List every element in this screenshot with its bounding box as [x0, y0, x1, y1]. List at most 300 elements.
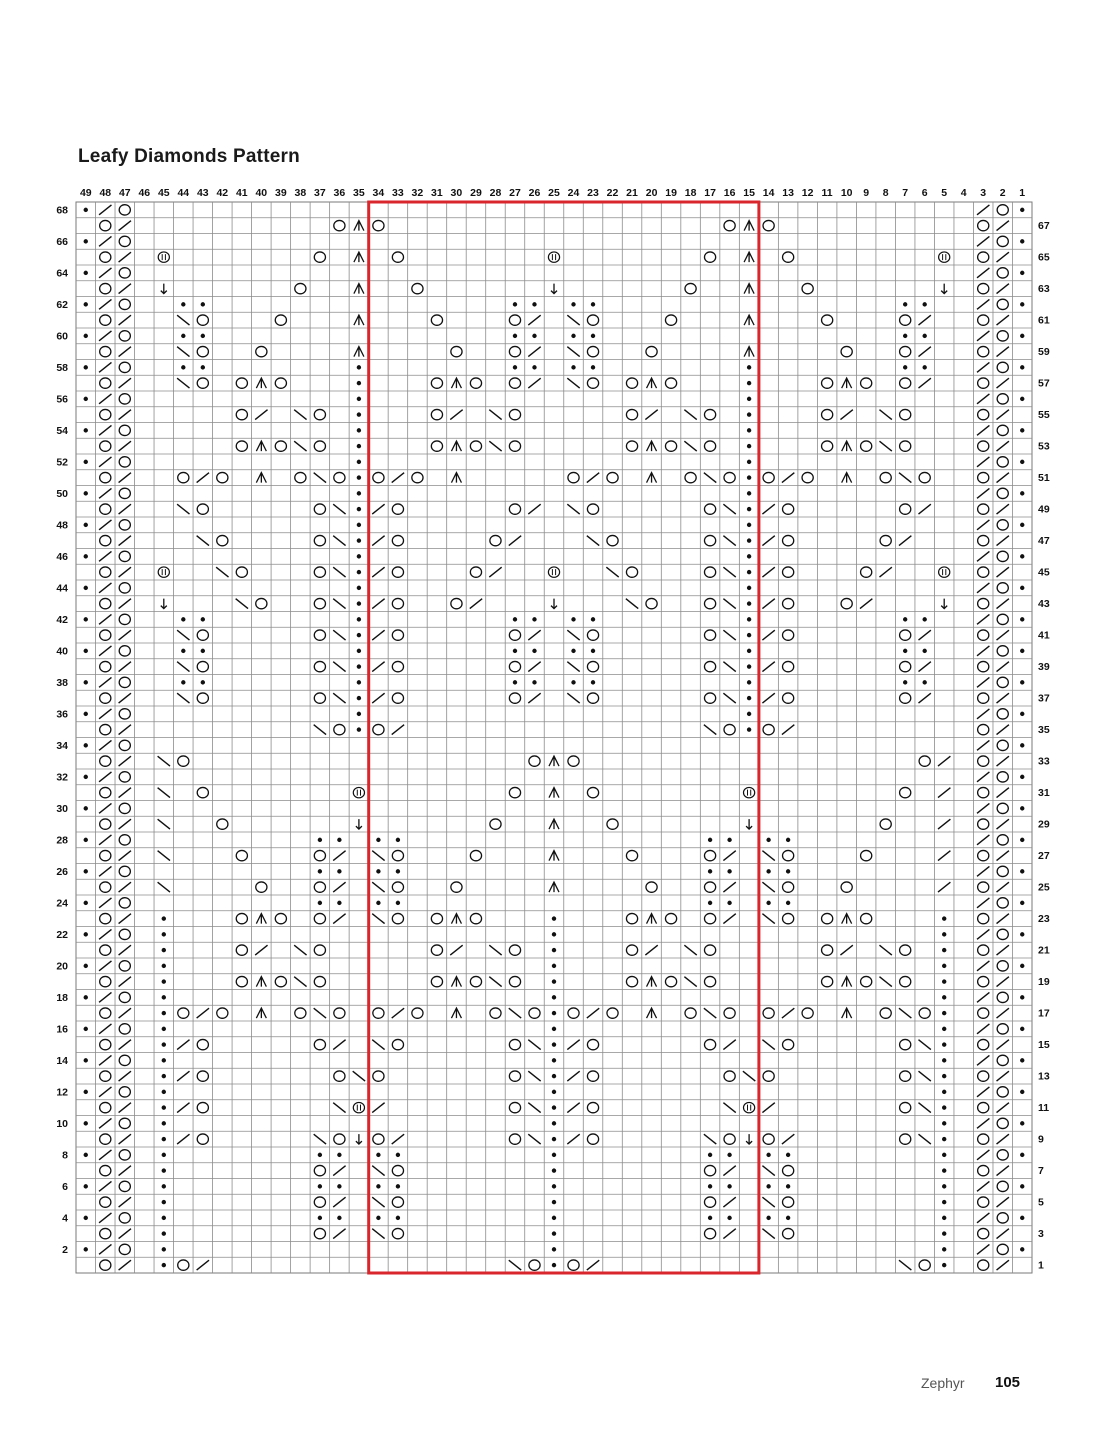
purl-symbol	[357, 633, 361, 637]
column-number: 6	[921, 187, 928, 199]
row-number-right: 15	[1038, 1039, 1050, 1052]
purl-symbol	[922, 617, 926, 621]
column-number: 24	[567, 187, 580, 199]
row-number-right: 43	[1038, 598, 1050, 611]
purl-symbol	[747, 412, 751, 416]
column-number: 42	[216, 187, 229, 199]
row-number-right: 35	[1038, 724, 1050, 737]
purl-symbol	[162, 1137, 166, 1141]
purl-symbol	[1020, 680, 1024, 684]
purl-symbol	[942, 1058, 946, 1062]
purl-symbol	[747, 586, 751, 590]
purl-symbol	[513, 680, 517, 684]
purl-symbol	[396, 1216, 400, 1220]
purl-symbol	[747, 428, 751, 432]
row-number-left: 40	[56, 645, 68, 658]
row-number-right: 9	[1038, 1133, 1044, 1146]
purl-symbol	[591, 680, 595, 684]
purl-symbol	[571, 617, 575, 621]
purl-symbol	[376, 1216, 380, 1220]
purl-symbol	[1020, 460, 1024, 464]
purl-symbol	[318, 901, 322, 905]
purl-symbol	[201, 680, 205, 684]
column-number: 8	[882, 187, 889, 199]
row-number-left: 10	[56, 1118, 68, 1130]
row-number-right: 7	[1038, 1165, 1044, 1178]
purl-symbol	[532, 617, 536, 621]
purl-symbol	[571, 302, 575, 306]
purl-symbol	[376, 838, 380, 842]
row-number-right: 57	[1038, 377, 1050, 390]
purl-symbol	[357, 680, 361, 684]
column-number: 13	[782, 187, 794, 199]
purl-symbol	[786, 1153, 790, 1157]
purl-symbol	[571, 680, 575, 684]
purl-symbol	[84, 932, 88, 936]
purl-symbol	[162, 995, 166, 999]
column-number: 30	[450, 187, 463, 199]
purl-symbol	[552, 1090, 556, 1094]
purl-symbol	[552, 1137, 556, 1141]
purl-symbol	[201, 649, 205, 653]
purl-symbol	[84, 617, 88, 621]
purl-symbol	[162, 1074, 166, 1078]
purl-symbol	[942, 979, 946, 983]
purl-symbol	[513, 649, 517, 653]
purl-symbol	[571, 649, 575, 653]
purl-symbol	[747, 633, 751, 637]
purl-symbol	[942, 1090, 946, 1094]
row-number-right: 67	[1038, 220, 1050, 233]
purl-symbol	[396, 869, 400, 873]
purl-symbol	[181, 302, 185, 306]
purl-symbol	[552, 1153, 556, 1157]
purl-symbol	[162, 1042, 166, 1046]
purl-symbol	[1020, 239, 1024, 243]
purl-symbol	[786, 901, 790, 905]
row-number-right: 53	[1038, 440, 1050, 453]
row-number-right: 39	[1038, 661, 1050, 674]
purl-symbol	[376, 1184, 380, 1188]
purl-symbol	[162, 1231, 166, 1235]
purl-symbol	[1020, 397, 1024, 401]
column-number: 48	[99, 187, 112, 199]
purl-symbol	[84, 428, 88, 432]
row-number-left: 22	[56, 929, 68, 941]
purl-symbol	[201, 302, 205, 306]
purl-symbol	[357, 444, 361, 448]
purl-symbol	[903, 365, 907, 369]
row-number-left: 32	[56, 771, 68, 784]
purl-symbol	[786, 1216, 790, 1220]
purl-symbol	[942, 1200, 946, 1204]
purl-symbol	[318, 869, 322, 873]
row-number-left: 36	[56, 708, 68, 721]
column-number: 7	[902, 187, 909, 199]
purl-symbol	[903, 334, 907, 338]
purl-symbol	[396, 901, 400, 905]
row-number-right: 47	[1038, 535, 1050, 548]
purl-symbol	[318, 838, 322, 842]
purl-symbol	[532, 334, 536, 338]
purl-symbol	[552, 1074, 556, 1078]
purl-symbol	[708, 901, 712, 905]
purl-symbol	[942, 1263, 946, 1267]
purl-symbol	[1020, 775, 1024, 779]
purl-symbol	[942, 948, 946, 952]
column-number: 9	[863, 187, 870, 199]
purl-symbol	[766, 1153, 770, 1157]
purl-symbol	[1020, 964, 1024, 968]
purl-symbol	[357, 617, 361, 621]
purl-symbol	[747, 460, 751, 464]
purl-symbol	[1020, 806, 1024, 810]
column-number: 49	[79, 187, 92, 199]
purl-symbol	[552, 1121, 556, 1125]
purl-symbol	[708, 869, 712, 873]
row-number-left: 24	[56, 897, 68, 910]
row-number-right: 41	[1038, 629, 1050, 642]
purl-symbol	[552, 1247, 556, 1251]
column-number: 3	[980, 187, 987, 199]
purl-symbol	[727, 869, 731, 873]
purl-symbol	[201, 617, 205, 621]
purl-symbol	[162, 1090, 166, 1094]
purl-symbol	[357, 523, 361, 527]
purl-symbol	[747, 601, 751, 605]
purl-symbol	[747, 727, 751, 731]
purl-symbol	[357, 412, 361, 416]
purl-symbol	[1020, 208, 1024, 212]
column-number: 29	[470, 187, 482, 199]
purl-symbol	[357, 586, 361, 590]
purl-symbol	[376, 1153, 380, 1157]
purl-symbol	[376, 901, 380, 905]
purl-symbol	[162, 1058, 166, 1062]
purl-symbol	[357, 570, 361, 574]
purl-symbol	[1020, 334, 1024, 338]
purl-symbol	[357, 727, 361, 731]
purl-symbol	[84, 460, 88, 464]
purl-symbol	[532, 680, 536, 684]
column-number: 17	[704, 187, 716, 199]
purl-symbol	[357, 460, 361, 464]
purl-symbol	[708, 838, 712, 842]
purl-symbol	[396, 838, 400, 842]
column-number: 16	[723, 187, 736, 199]
purl-symbol	[337, 1184, 341, 1188]
purl-symbol	[84, 1090, 88, 1094]
row-number-right: 3	[1038, 1228, 1044, 1241]
row-number-right: 11	[1038, 1102, 1050, 1115]
column-number: 23	[587, 187, 599, 199]
column-number: 15	[743, 187, 755, 199]
purl-symbol	[84, 491, 88, 495]
purl-symbol	[747, 475, 751, 479]
row-number-left: 4	[62, 1212, 68, 1225]
purl-symbol	[337, 869, 341, 873]
row-number-left: 28	[56, 834, 68, 847]
purl-symbol	[357, 712, 361, 716]
purl-symbol	[1020, 995, 1024, 999]
row-number-left: 26	[56, 866, 68, 878]
purl-symbol	[766, 838, 770, 842]
purl-symbol	[942, 1153, 946, 1157]
purl-symbol	[552, 964, 556, 968]
purl-symbol	[942, 1247, 946, 1251]
column-number: 28	[489, 187, 502, 199]
purl-symbol	[942, 964, 946, 968]
row-number-left: 60	[56, 330, 68, 343]
row-number-right: 33	[1038, 755, 1050, 768]
purl-symbol	[591, 617, 595, 621]
purl-symbol	[591, 334, 595, 338]
purl-symbol	[84, 649, 88, 653]
purl-symbol	[162, 1168, 166, 1172]
purl-symbol	[318, 1153, 322, 1157]
purl-symbol	[181, 649, 185, 653]
purl-symbol	[942, 995, 946, 999]
purl-symbol	[1020, 1216, 1024, 1220]
row-number-left: 34	[56, 740, 68, 752]
purl-symbol	[942, 1121, 946, 1125]
purl-symbol	[337, 1153, 341, 1157]
purl-symbol	[552, 916, 556, 920]
row-number-right: 29	[1038, 818, 1050, 831]
purl-symbol	[84, 1184, 88, 1188]
column-number: 35	[353, 187, 365, 199]
purl-symbol	[162, 932, 166, 936]
purl-symbol	[181, 617, 185, 621]
row-number-left: 56	[56, 393, 68, 406]
purl-symbol	[1020, 901, 1024, 905]
column-number: 27	[509, 187, 521, 199]
row-number-left: 58	[56, 362, 68, 374]
purl-symbol	[162, 1121, 166, 1125]
column-number: 38	[294, 187, 307, 199]
row-number-left: 12	[56, 1086, 68, 1099]
purl-symbol	[747, 538, 751, 542]
column-number: 32	[411, 187, 424, 199]
purl-symbol	[162, 1011, 166, 1015]
row-number-left: 44	[56, 582, 68, 595]
purl-symbol	[786, 869, 790, 873]
purl-symbol	[357, 491, 361, 495]
purl-symbol	[1020, 743, 1024, 747]
purl-symbol	[532, 302, 536, 306]
purl-symbol	[552, 979, 556, 983]
purl-symbol	[84, 901, 88, 905]
purl-symbol	[513, 334, 517, 338]
purl-symbol	[942, 1011, 946, 1015]
column-number: 19	[665, 187, 677, 199]
purl-symbol	[727, 901, 731, 905]
purl-symbol	[591, 365, 595, 369]
row-number-left: 2	[62, 1244, 68, 1256]
purl-symbol	[84, 365, 88, 369]
purl-symbol	[357, 554, 361, 558]
purl-symbol	[552, 1184, 556, 1188]
row-number-right: 13	[1038, 1070, 1050, 1083]
purl-symbol	[201, 334, 205, 338]
purl-symbol	[727, 1216, 731, 1220]
purl-symbol	[84, 964, 88, 968]
purl-symbol	[162, 1184, 166, 1188]
row-number-left: 14	[56, 1055, 68, 1067]
purl-symbol	[571, 365, 575, 369]
purl-symbol	[786, 838, 790, 842]
column-number: 26	[528, 187, 541, 199]
column-number: 36	[333, 187, 346, 199]
purl-symbol	[1020, 838, 1024, 842]
row-number-right: 63	[1038, 283, 1050, 296]
purl-symbol	[1020, 302, 1024, 306]
purl-symbol	[162, 964, 166, 968]
purl-symbol	[922, 365, 926, 369]
purl-symbol	[942, 1042, 946, 1046]
purl-symbol	[942, 1184, 946, 1188]
row-number-right: 5	[1038, 1196, 1044, 1209]
purl-symbol	[1020, 1121, 1024, 1125]
purl-symbol	[513, 365, 517, 369]
row-number-left: 8	[62, 1149, 68, 1162]
column-number: 10	[840, 187, 853, 199]
purl-symbol	[591, 302, 595, 306]
column-number: 47	[118, 187, 131, 199]
row-number-right: 59	[1038, 346, 1050, 359]
purl-symbol	[162, 1200, 166, 1204]
row-number-left: 62	[56, 299, 68, 311]
purl-symbol	[84, 208, 88, 212]
row-number-right: 27	[1038, 850, 1050, 863]
purl-symbol	[84, 743, 88, 747]
purl-symbol	[922, 302, 926, 306]
purl-symbol	[84, 1216, 88, 1220]
purl-symbol	[84, 1121, 88, 1125]
row-number-left: 42	[56, 614, 68, 626]
purl-symbol	[1020, 1058, 1024, 1062]
purl-symbol	[1020, 1027, 1024, 1031]
purl-symbol	[357, 664, 361, 668]
purl-symbol	[903, 302, 907, 306]
purl-symbol	[162, 1105, 166, 1109]
row-number-right: 23	[1038, 913, 1050, 926]
purl-symbol	[552, 932, 556, 936]
row-number-left: 46	[56, 551, 68, 563]
purl-symbol	[922, 680, 926, 684]
purl-symbol	[318, 1216, 322, 1220]
purl-symbol	[747, 696, 751, 700]
purl-symbol	[1020, 523, 1024, 527]
chart-title: Leafy Diamonds Pattern	[78, 146, 300, 167]
purl-symbol	[84, 712, 88, 716]
column-number: 44	[177, 187, 190, 199]
column-number: 12	[801, 187, 814, 199]
purl-symbol	[357, 365, 361, 369]
row-number-left: 18	[56, 992, 68, 1004]
purl-symbol	[357, 507, 361, 511]
purl-symbol	[357, 475, 361, 479]
purl-symbol	[942, 916, 946, 920]
column-number: 1	[1019, 187, 1026, 199]
purl-symbol	[747, 444, 751, 448]
purl-symbol	[552, 1200, 556, 1204]
row-number-left: 50	[56, 488, 68, 500]
purl-symbol	[1020, 1153, 1024, 1157]
purl-symbol	[1020, 869, 1024, 873]
purl-symbol	[552, 1011, 556, 1015]
purl-symbol	[1020, 554, 1024, 558]
purl-symbol	[1020, 428, 1024, 432]
column-number: 5	[941, 187, 948, 199]
column-number: 21	[626, 187, 638, 199]
purl-symbol	[513, 617, 517, 621]
purl-symbol	[747, 491, 751, 495]
purl-symbol	[1020, 1090, 1024, 1094]
purl-symbol	[747, 381, 751, 385]
purl-symbol	[84, 995, 88, 999]
purl-symbol	[727, 838, 731, 842]
purl-symbol	[942, 1216, 946, 1220]
purl-symbol	[747, 570, 751, 574]
purl-symbol	[84, 334, 88, 338]
purl-symbol	[591, 649, 595, 653]
purl-symbol	[1020, 649, 1024, 653]
column-number: 20	[645, 187, 658, 199]
purl-symbol	[1020, 1184, 1024, 1188]
purl-symbol	[357, 696, 361, 700]
purl-symbol	[903, 649, 907, 653]
row-number-left: 16	[56, 1023, 68, 1036]
purl-symbol	[552, 1058, 556, 1062]
purl-symbol	[747, 397, 751, 401]
purl-symbol	[84, 1027, 88, 1031]
row-number-right: 49	[1038, 503, 1050, 516]
column-number: 22	[606, 187, 619, 199]
column-number: 14	[762, 187, 775, 199]
column-number: 37	[314, 187, 326, 199]
row-number-right: 51	[1038, 472, 1050, 485]
column-number: 46	[138, 187, 151, 199]
purl-symbol	[162, 1247, 166, 1251]
column-number: 45	[157, 187, 170, 199]
purl-symbol	[84, 1247, 88, 1251]
purl-symbol	[532, 365, 536, 369]
row-number-right: 17	[1038, 1007, 1050, 1020]
purl-symbol	[747, 664, 751, 668]
footer-page-number: 105	[995, 1374, 1021, 1391]
purl-symbol	[1020, 586, 1024, 590]
purl-symbol	[357, 649, 361, 653]
purl-symbol	[84, 869, 88, 873]
purl-symbol	[162, 1263, 166, 1267]
purl-symbol	[84, 586, 88, 590]
column-number: 31	[431, 187, 443, 199]
purl-symbol	[747, 365, 751, 369]
purl-symbol	[747, 712, 751, 716]
purl-symbol	[1020, 1247, 1024, 1251]
purl-symbol	[84, 1058, 88, 1062]
purl-symbol	[337, 838, 341, 842]
row-number-right: 55	[1038, 409, 1050, 422]
column-number: 18	[684, 187, 697, 199]
purl-symbol	[552, 948, 556, 952]
purl-symbol	[727, 1153, 731, 1157]
purl-symbol	[162, 1027, 166, 1031]
row-number-right: 25	[1038, 881, 1050, 894]
row-number-left: 54	[56, 425, 68, 437]
purl-symbol	[318, 1184, 322, 1188]
